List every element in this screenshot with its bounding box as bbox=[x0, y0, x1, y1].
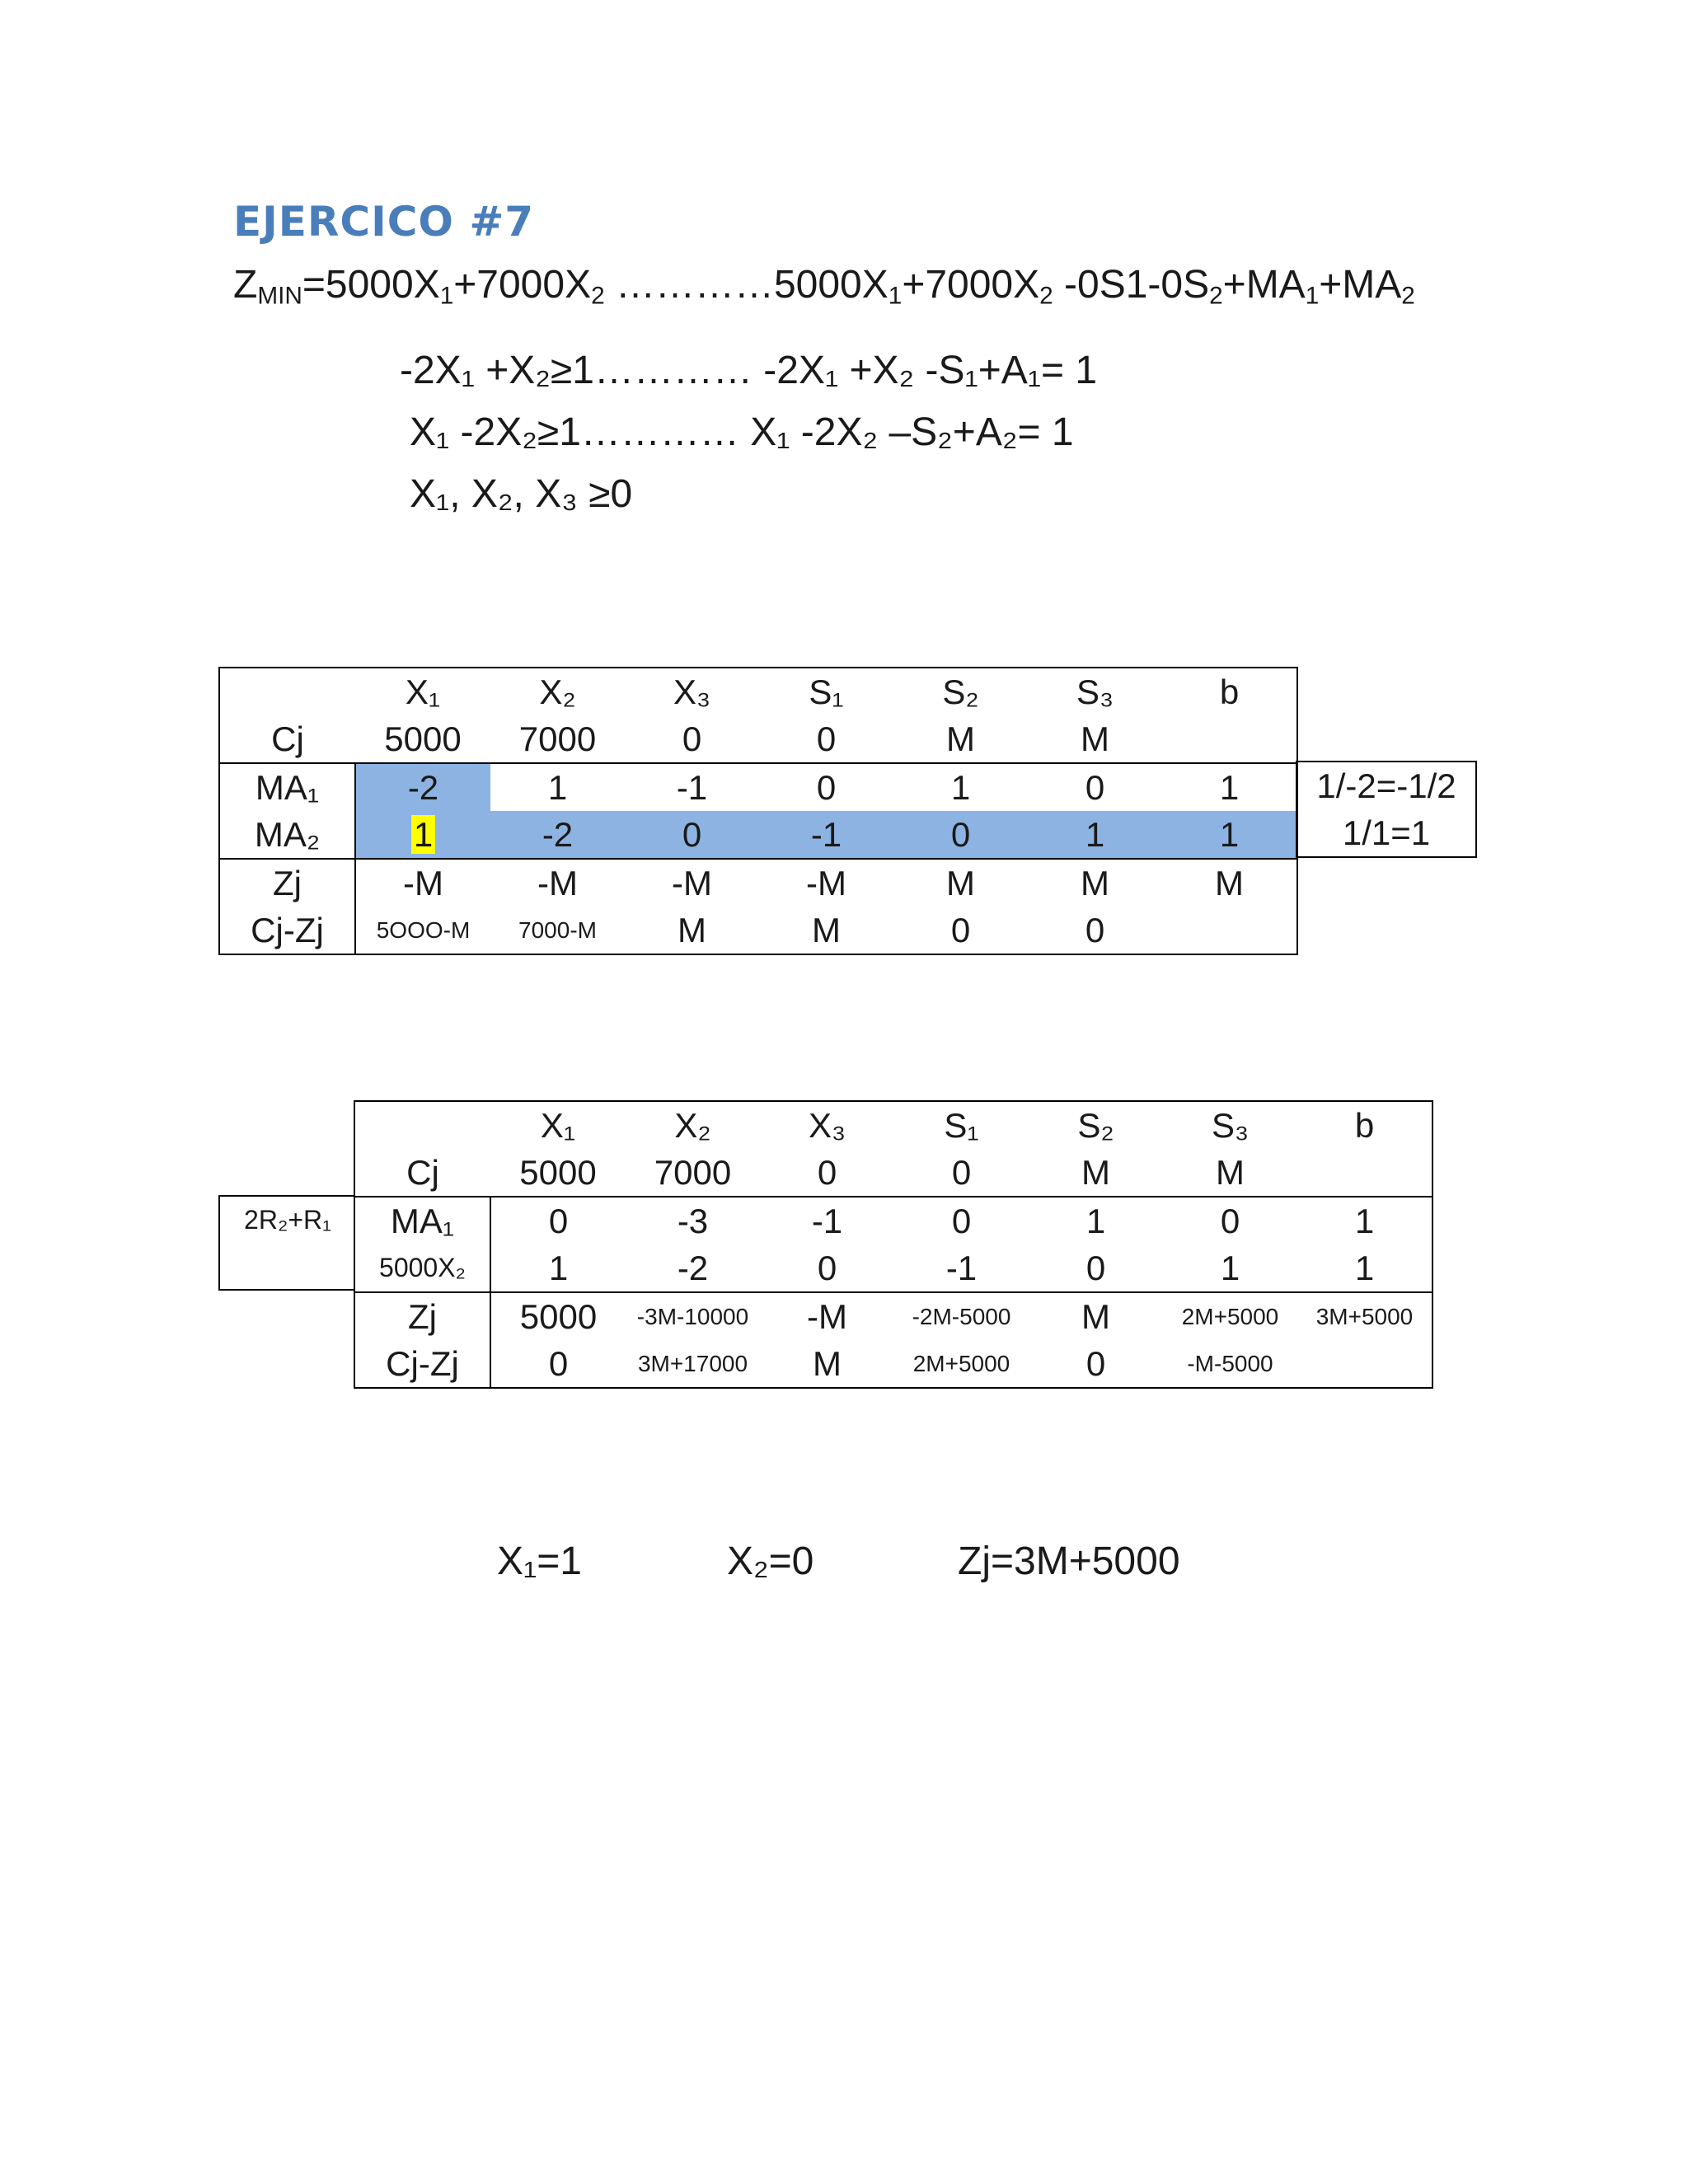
row-label-ma2: MA₂ bbox=[219, 811, 355, 859]
cjzj-row: Cj-Zj 0 3M+17000 M 2M+5000 0 -M-5000 bbox=[354, 1340, 1432, 1388]
pivot-value: 1 bbox=[411, 815, 435, 854]
header-s1: S₁ bbox=[759, 668, 893, 715]
header-b: b bbox=[1162, 668, 1297, 715]
ratio-box bbox=[1296, 761, 1477, 858]
simplex-tableau-2 bbox=[354, 1100, 1433, 1389]
constraint-1: -2X₁ +X₂≥1………… -2X₁ +X₂ -S₁+A₁= 1 bbox=[400, 349, 1098, 392]
header-s3: S₃ bbox=[1028, 668, 1162, 715]
result-x2: X₂=0 bbox=[727, 1540, 814, 1583]
non-negativity: X₁, X₂, X₃ ≥0 bbox=[410, 472, 633, 516]
cjzj-label: Cj-Zj bbox=[219, 907, 355, 954]
zj-row: Zj 5000 -3M-10000 -M -2M-5000 M 2M+5000 3M+5000 bbox=[354, 1292, 1432, 1340]
row-label-ma1: MA₁ bbox=[219, 763, 355, 811]
header-s2: S₂ bbox=[893, 668, 1028, 715]
result-zj: Zj=3M+5000 bbox=[958, 1540, 1180, 1583]
table-row: MA₁ 0 -3 -1 0 1 0 1 bbox=[354, 1197, 1432, 1244]
cjzj-row: Cj-Zj 5OOO-M 7000-M M M 0 0 bbox=[219, 907, 1297, 954]
header-x2: X₂ bbox=[490, 668, 625, 715]
zj-row: Zj -M -M -M -M M M M bbox=[219, 859, 1297, 907]
table-row: MA₂ 1 -2 0 -1 0 1 1 bbox=[219, 811, 1297, 859]
ratio-row-1: 1/-2=-1/2 bbox=[1316, 766, 1456, 805]
ratio-row-2: 1/1=1 bbox=[1342, 813, 1431, 852]
header-row: X₁ X₂ X₃ S₁ S₂ S₃ b bbox=[354, 1101, 1432, 1149]
cj-row: Cj 5000 7000 0 0 M M bbox=[354, 1149, 1432, 1197]
header-row bbox=[219, 668, 1297, 715]
simplex-tableau-1 bbox=[218, 667, 1298, 955]
cj-label: Cj bbox=[219, 715, 355, 763]
row-operation-box bbox=[218, 1195, 355, 1291]
cj-row: Cj 5000 7000 0 0 M M bbox=[219, 715, 1297, 763]
objective-function: $Z_{MIN}=5000X_1+7000X_2$ $\dots\dots\dots\dots 5000X_1+7000X_2$ $-0S1-0S_2+MA_1+MA_2$ bbox=[233, 263, 1415, 310]
table-row: MA₁ -2 1 -1 0 1 0 1 bbox=[219, 763, 1297, 811]
header-x3: X₃ bbox=[625, 668, 759, 715]
pivot-column-cell: -2 bbox=[355, 763, 490, 811]
header-x1: X₁ bbox=[355, 668, 490, 715]
exercise-title: EJERCICO #7 bbox=[233, 198, 535, 246]
zj-label: Zj bbox=[219, 859, 355, 907]
result-x1: X₁=1 bbox=[497, 1540, 582, 1583]
constraint-2: X₁ -2X₂≥1………… X₁ -2X₂ –S₂+A₂= 1 bbox=[410, 410, 1074, 454]
row-operation: 2R₂+R₁ bbox=[244, 1205, 331, 1235]
pivot-element bbox=[355, 811, 490, 859]
table-row: 5000X₂ 1 -2 0 -1 0 1 1 bbox=[354, 1244, 1432, 1292]
